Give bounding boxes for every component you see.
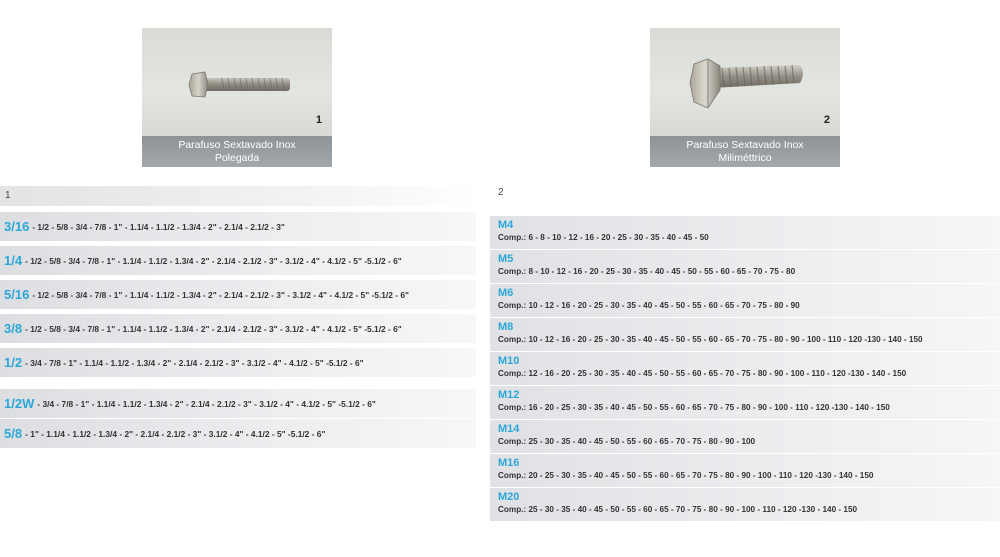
panel-heading: 1 bbox=[0, 186, 476, 206]
length-values: - 1/2 - 5/8 - 3/4 - 7/8 - 1" - 1.1/4 - 1.1/2 - 1.3/4 - 2" - 2.1/4 - 2.1/2 - 3" - 3.1/2 - 4" - 4.1/2 - 5" -5.1/2 - 6" bbox=[32, 289, 409, 300]
size-label: M10 bbox=[498, 355, 520, 367]
metric-size-list bbox=[490, 216, 1000, 521]
length-values: - 3/4 - 7/8 - 1" - 1.1/4 - 1.1/2 - 1.3/4 - 2" - 2.1/4 - 2.1/2 - 3" - 3.1/2 - 4" - 4.1/2 - 5" -5.1/2 - 6" bbox=[25, 357, 364, 368]
size-label: 3/8 bbox=[4, 321, 23, 336]
length-values: Comp.: 16 - 20 - 25 - 30 - 35 - 40 - 45 - 50 - 55 - 60 - 65 - 70 - 75 - 80 - 90 - 100 - 110 - 120 -130 - 140 - 150 bbox=[498, 403, 890, 412]
inch-size-row bbox=[0, 212, 476, 241]
caption-line-1: Parafuso Sextavado Inox bbox=[178, 139, 296, 151]
size-label: 1/4 bbox=[4, 253, 23, 268]
caption-line-2: Miliméttrico bbox=[718, 152, 772, 164]
size-label: M20 bbox=[498, 491, 520, 503]
inch-size-row bbox=[0, 348, 476, 377]
length-values: - 1" - 1.1/4 - 1.1/2 - 1.3/4 - 2" - 2.1/4 - 2.1/2 - 3" - 3.1/2 - 4" - 4.1/2 - 5" -5.1/2 - 6" bbox=[25, 428, 326, 439]
metric-size-row bbox=[490, 420, 1000, 453]
inch-size-list bbox=[0, 212, 476, 448]
length-values: Comp.: 12 - 16 - 20 - 25 - 30 - 35 - 40 - 45 - 50 - 55 - 60 - 65 - 70 - 75 - 80 - 90 - 100 - 110 - 120 -130 - 140 - 150 bbox=[498, 369, 907, 378]
length-values: Comp.: 8 - 10 - 12 - 16 - 20 - 25 - 30 - 35 - 40 - 45 - 50 - 55 - 60 - 65 - 70 - 75 - 80 bbox=[498, 267, 796, 276]
inch-size-row bbox=[0, 314, 476, 343]
inch-sizes-panel bbox=[0, 186, 476, 448]
metric-sizes-panel bbox=[490, 182, 1000, 521]
length-values: Comp.: 10 - 12 - 16 - 20 - 25 - 30 - 35 - 40 - 45 - 50 - 55 - 60 - 65 - 70 - 75 - 80 - 90 bbox=[498, 301, 800, 310]
size-label: 1/2W bbox=[4, 396, 35, 411]
size-label: M12 bbox=[498, 389, 520, 401]
size-label: 5/8 bbox=[4, 426, 23, 441]
inch-size-row bbox=[0, 389, 476, 418]
product-caption bbox=[142, 136, 332, 167]
size-label: M16 bbox=[498, 457, 520, 469]
length-values: Comp.: 25 - 30 - 35 - 40 - 45 - 50 - 55 - 60 - 65 - 70 - 75 - 80 - 90 - 100 bbox=[498, 437, 756, 446]
length-values: - 3/4 - 7/8 - 1" - 1.1/4 - 1.1/2 - 1.3/4 - 2" - 2.1/4 - 2.1/2 - 3" - 3.1/2 - 4" - 4.1/2 - 5" -5.1/2 - 6" bbox=[37, 398, 376, 409]
product-number: 1 bbox=[315, 114, 322, 126]
size-label: 5/16 bbox=[4, 287, 30, 302]
size-label: M14 bbox=[498, 423, 520, 435]
hex-bolt-image bbox=[650, 28, 840, 136]
size-label: M6 bbox=[498, 287, 514, 299]
inch-size-row bbox=[0, 246, 476, 275]
metric-size-row bbox=[490, 454, 1000, 487]
hex-bolt-image bbox=[142, 28, 332, 136]
caption-line-2: Polegada bbox=[214, 152, 260, 164]
size-label: M8 bbox=[498, 321, 514, 333]
length-values: Comp.: 6 - 8 - 10 - 12 - 16 - 20 - 25 - 30 - 35 - 40 - 45 - 50 bbox=[498, 233, 709, 242]
metric-size-row bbox=[490, 318, 1000, 351]
length-values: - 1/2 - 5/8 - 3/4 - 7/8 - 1" - 1.1/4 - 1.1/2 - 1.3/4 - 2" - 2.1/4 - 2.1/2 - 3" - 3.1/2 - 4" - 4.1/2 - 5" -5.1/2 - 6" bbox=[25, 255, 402, 266]
product-photo-metric[interactable] bbox=[650, 28, 840, 167]
inch-size-row bbox=[0, 419, 476, 448]
length-values: Comp.: 10 - 12 - 16 - 20 - 25 - 30 - 35 - 40 - 45 - 50 - 55 - 60 - 65 - 70 - 75 - 80 - 90 - 100 - 110 - 120 -130 - 140 - 150 bbox=[498, 335, 923, 344]
product-caption bbox=[650, 136, 840, 167]
size-label: 3/16 bbox=[4, 219, 30, 234]
metric-size-row bbox=[490, 386, 1000, 419]
length-values: Comp.: 20 - 25 - 30 - 35 - 40 - 45 - 50 - 55 - 60 - 65 - 70 - 75 - 80 - 90 - 100 - 110 - 120 -130 - 140 - 150 bbox=[498, 471, 874, 480]
metric-size-row bbox=[490, 488, 1000, 521]
product-number: 2 bbox=[823, 114, 830, 126]
size-label: 1/2 bbox=[4, 355, 23, 370]
size-label: M4 bbox=[498, 219, 514, 231]
length-values: Comp.: 25 - 30 - 35 - 40 - 45 - 50 - 55 - 60 - 65 - 70 - 75 - 80 - 90 - 100 - 110 - 120 -130 - 140 - 150 bbox=[498, 505, 858, 514]
metric-size-row bbox=[490, 284, 1000, 317]
caption-line-1: Parafuso Sextavado Inox bbox=[686, 139, 804, 151]
product-photo-inch[interactable] bbox=[142, 28, 332, 167]
length-values: - 1/2 - 5/8 - 3/4 - 7/8 - 1" - 1.1/4 - 1.1/2 - 1.3/4 - 2" - 2.1/4 - 2.1/2 - 3" - 3.1/2 - 4" - 4.1/2 - 5" -5.1/2 - 6" bbox=[25, 323, 402, 334]
length-values: - 1/2 - 5/8 - 3/4 - 7/8 - 1" - 1.1/4 - 1.1/2 - 1.3/4 - 2" - 2.1/4 - 2.1/2 - 3" bbox=[32, 221, 285, 232]
metric-size-row bbox=[490, 250, 1000, 283]
inch-size-row bbox=[0, 280, 476, 309]
metric-size-row bbox=[490, 216, 1000, 249]
metric-size-row bbox=[490, 352, 1000, 385]
size-label: M5 bbox=[498, 253, 514, 265]
panel-heading: 2 bbox=[490, 182, 1000, 212]
